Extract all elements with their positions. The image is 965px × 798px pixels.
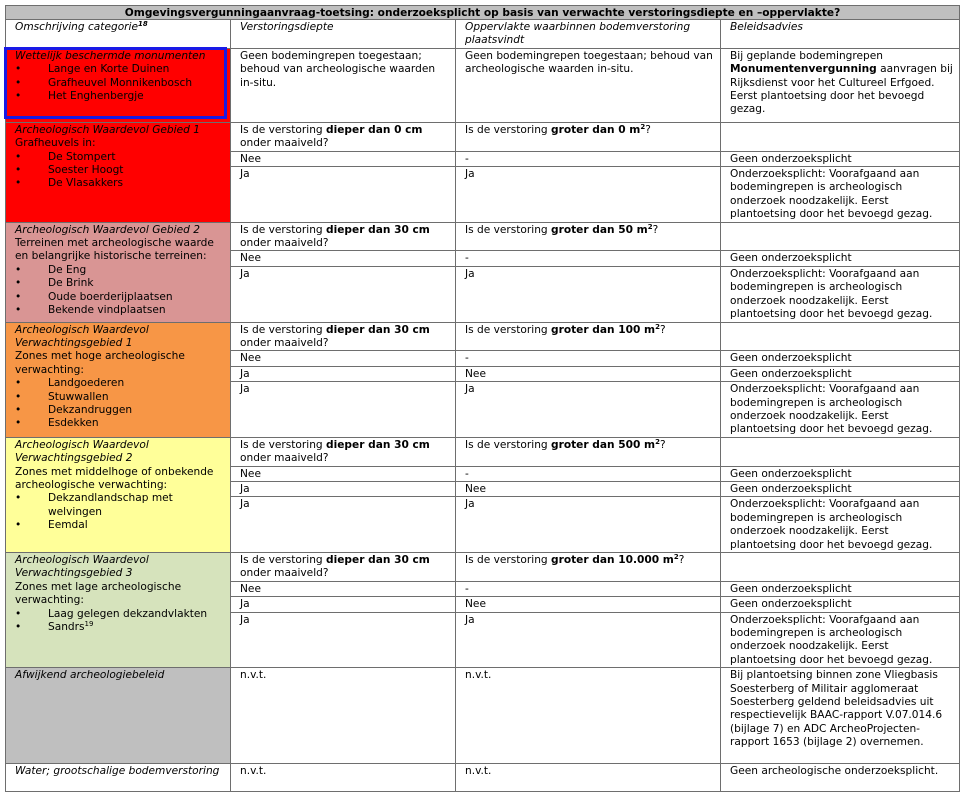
table-row <box>6 668 960 764</box>
advies-geen: Geen onderzoeksplicht <box>721 351 960 366</box>
list-item: • De Brink <box>15 277 224 290</box>
advies-empty <box>721 122 960 151</box>
list-item: • Dekzandruggen <box>15 404 224 417</box>
list-item: • Soester Hoogt <box>15 164 224 177</box>
advies-empty <box>721 322 960 351</box>
list-item: • Dekzandlandschap met welvingen <box>15 492 224 519</box>
answer-ja: Ja <box>231 167 456 223</box>
header-omschrijving: Omschrijving categorie$^{18}$ <box>6 20 231 49</box>
category-title: Archeologisch Waardevol Verwachtingsgebied 3 <box>15 554 149 580</box>
advies-empty <box>721 437 960 466</box>
answer-nee: Nee <box>456 481 721 496</box>
category-list <box>15 151 224 191</box>
answer-nee: Nee <box>231 466 456 481</box>
onderzoeksplicht-table <box>5 5 960 792</box>
answer-nee: Nee <box>231 351 456 366</box>
category-desc: Zones met hoge archeologische verwachting: <box>15 350 185 376</box>
question-oppervlakte: Is de verstoring groter dan 100 $m^2$? <box>456 322 721 351</box>
advies-geen: Geen onderzoeksplicht <box>721 151 960 166</box>
list-item: • Lange en Korte Duinen <box>15 63 224 76</box>
question-oppervlakte: Is de verstoring groter dan 50 $m^2$? <box>456 222 721 251</box>
category-awv3[interactable] <box>6 553 231 668</box>
answer-ja: Ja <box>456 266 721 322</box>
answer-nee: Nee <box>231 151 456 166</box>
question-diepte: Is de verstoring dieper dan 30 cm onder maaiveld? <box>231 222 456 251</box>
category-awv1[interactable] <box>6 322 231 437</box>
list-item: • Sandrs$^{19}$ <box>15 621 224 634</box>
answer-ja: Ja <box>231 366 456 381</box>
answer-dash: - <box>456 151 721 166</box>
advies-plicht: Onderzoeksplicht: Voorafgaand aan bodemingrepen is archeologisch onderzoek noodzakelijk. Eerst plantoetsing door het bevoegd gezag. <box>721 266 960 322</box>
advies-geen: Geen onderzoeksplicht <box>721 251 960 266</box>
advies-geen: Geen onderzoeksplicht <box>721 466 960 481</box>
list-item: • Stuwwallen <box>15 391 224 404</box>
advies-plicht: Onderzoeksplicht: Voorafgaand aan bodemingrepen is archeologisch onderzoek noodzakelijk. Eerst plantoetsing door het bevoegd gezag. <box>721 382 960 438</box>
header-oppervlakte: Oppervlakte waarbinnen bodemverstoring plaatsvindt <box>456 20 721 49</box>
category-title: Archeologisch Waardevol Gebied 1 <box>15 123 200 136</box>
answer-dash: - <box>456 351 721 366</box>
category-desc: Grafheuvels in: <box>15 137 96 150</box>
list-item: • De Vlasakkers <box>15 177 224 190</box>
table-row <box>6 322 960 351</box>
question-oppervlakte: Is de verstoring groter dan 0 $m^2$? <box>456 122 721 151</box>
question-diepte: Is de verstoring dieper dan 30 cm onder maaiveld? <box>231 437 456 466</box>
list-item: • Esdekken <box>15 417 224 430</box>
water-oppervlakte: n.v.t. <box>456 764 721 792</box>
answer-nee: Nee <box>456 366 721 381</box>
answer-dash: - <box>456 466 721 481</box>
afwijkend-diepte: n.v.t. <box>231 668 456 764</box>
category-title: Water; grootschalige bodemverstoring <box>15 765 220 778</box>
category-awg2[interactable] <box>6 222 231 322</box>
advies-geen: Geen onderzoeksplicht <box>721 481 960 496</box>
list-item: • De Stompert <box>15 151 224 164</box>
water-diepte: n.v.t. <box>231 764 456 792</box>
question-diepte: Is de verstoring dieper dan 30 cm onder maaiveld? <box>231 322 456 351</box>
answer-ja: Ja <box>456 612 721 668</box>
header-beleidsadvies: Beleidsadvies <box>721 20 960 49</box>
advies-geen: Geen onderzoeksplicht <box>721 597 960 612</box>
category-list <box>15 63 224 103</box>
monumenten-oppervlakte: Geen bodemingrepen toegestaan; behoud van archeologische waarden in-situ. <box>456 48 721 122</box>
category-desc: Zones met lage archeologische verwachting: <box>15 580 182 607</box>
category-afwijkend[interactable] <box>6 668 231 764</box>
list-item: • Laag gelegen dekzandvlakten <box>15 608 224 621</box>
category-title: Archeologisch Waardevol Verwachtingsgebied 1 <box>15 323 149 349</box>
category-list <box>15 264 224 318</box>
category-awv2[interactable] <box>6 437 231 552</box>
answer-nee: Nee <box>456 597 721 612</box>
header-row <box>6 20 960 49</box>
answer-ja: Ja <box>231 266 456 322</box>
list-item: • Bekende vindplaatsen <box>15 304 224 317</box>
table-row <box>6 222 960 251</box>
question-oppervlakte: Is de verstoring groter dan 10.000 $m^2$? <box>456 553 721 582</box>
category-monumenten[interactable] <box>6 48 231 122</box>
list-item: • Grafheuvel Monnikenbosch <box>15 77 224 90</box>
list-item: • De Eng <box>15 264 224 277</box>
answer-dash: - <box>456 581 721 596</box>
category-title: Archeologisch Waardevol Gebied 2 <box>15 223 200 236</box>
category-desc: Terreinen met archeologische waarde en belangrijke historische terreinen: <box>15 237 214 263</box>
answer-ja: Ja <box>231 481 456 496</box>
advies-plicht: Onderzoeksplicht: Voorafgaand aan bodemingrepen is archeologisch onderzoek noodzakelijk. Eerst plantoetsing door het bevoegd gezag. <box>721 167 960 223</box>
category-desc: Zones met middelhoge of onbekende archeologische verwachting: <box>15 465 214 491</box>
advies-empty <box>721 553 960 582</box>
table-title: Omgevingsvergunningaanvraag-toetsing: onderzoeksplicht op basis van verwachte verstoringsdiepte en –oppervlakte? <box>6 6 960 20</box>
afwijkend-oppervlakte: n.v.t. <box>456 668 721 764</box>
footnote-19[interactable]: 19 <box>84 620 94 629</box>
answer-nee: Nee <box>231 581 456 596</box>
category-water[interactable] <box>6 764 231 792</box>
category-title: Afwijkend archeologiebeleid <box>15 669 165 682</box>
category-list <box>15 608 224 635</box>
water-advies: Geen archeologische onderzoeksplicht. <box>721 764 960 792</box>
advies-geen: Geen onderzoeksplicht <box>721 366 960 381</box>
monumenten-advies: Bij geplande bodemingrepen Monumentenvergunning aanvragen bij Rijksdienst voor het Cultureel Erfgoed. Eerst plantoetsing door het bevoegd gezag. <box>721 48 960 122</box>
question-diepte: Is de verstoring dieper dan 30 cm onder maaiveld? <box>231 553 456 582</box>
answer-ja: Ja <box>456 497 721 553</box>
question-diepte: Is de verstoring dieper dan 0 cm onder maaiveld? <box>231 122 456 151</box>
answer-ja: Ja <box>231 597 456 612</box>
advies-geen: Geen onderzoeksplicht <box>721 581 960 596</box>
list-item: • Oude boerderijplaatsen <box>15 291 224 304</box>
answer-ja: Ja <box>456 382 721 438</box>
advies-plicht: Onderzoeksplicht: Voorafgaand aan bodemingrepen is archeologisch onderzoek noodzakelijk. Eerst plantoetsing door het bevoegd gezag. <box>721 612 960 668</box>
category-list <box>15 492 224 532</box>
answer-nee: Nee <box>231 251 456 266</box>
answer-ja: Ja <box>231 382 456 438</box>
advies-empty <box>721 222 960 251</box>
category-list <box>15 377 224 431</box>
table-row <box>6 48 960 122</box>
answer-dash: - <box>456 251 721 266</box>
table-row <box>6 764 960 792</box>
advies-plicht: Onderzoeksplicht: Voorafgaand aan bodemingrepen is archeologisch onderzoek noodzakelijk. Eerst plantoetsing door het bevoegd gezag. <box>721 497 960 553</box>
answer-ja: Ja <box>231 612 456 668</box>
list-item: • Landgoederen <box>15 377 224 390</box>
list-item: • Eemdal <box>15 519 224 532</box>
category-title: Wettelijk beschermde monumenten <box>15 49 206 62</box>
list-item: • Het Enghenbergje <box>15 90 224 103</box>
table-row <box>6 553 960 582</box>
category-awg1[interactable] <box>6 122 231 222</box>
header-verstoringsdiepte: Verstoringsdiepte <box>231 20 456 49</box>
answer-ja: Ja <box>456 167 721 223</box>
monumenten-diepte: Geen bodemingrepen toegestaan; behoud van archeologische waarden in-situ. <box>231 48 456 122</box>
question-oppervlakte: Is de verstoring groter dan 500 $m^2$? <box>456 437 721 466</box>
answer-ja: Ja <box>231 497 456 553</box>
footnote-18[interactable]: 18 <box>138 20 148 28</box>
afwijkend-advies: Bij plantoetsing binnen zone Vliegbasis Soesterberg of Militair agglomeraat Soesterberg geldend beleidsadvies uit respectievelijk BAAC-rapport V.07.014.6 (bijlage 7) en ADC ArcheoProjecten-rapport 1653 (bijlage 2) overnemen. <box>721 668 960 764</box>
category-title: Archeologisch Waardevol Verwachtingsgebied 2 <box>15 438 149 465</box>
table-row <box>6 437 960 466</box>
table-row <box>6 122 960 151</box>
